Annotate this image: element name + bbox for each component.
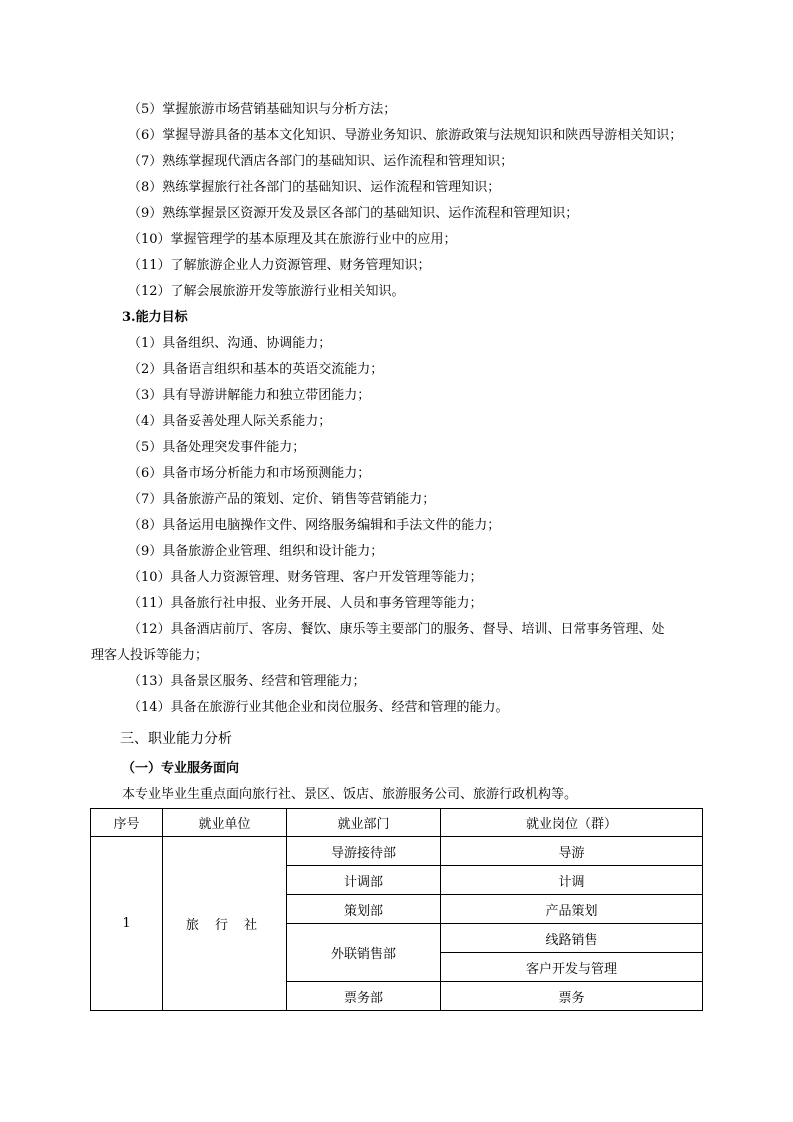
knowledge-item: （10）掌握管理学的基本原理及其在旅游行业中的应用； — [128, 232, 457, 247]
header-unit: 就业单位 — [163, 809, 287, 837]
ability-item: （4）具备妥善处理人际关系能力； — [128, 414, 332, 429]
ability-item: （6）具备市场分析能力和市场预测能力； — [128, 466, 371, 481]
ability-item-continuation: 理客人投诉等能力； — [91, 648, 209, 663]
knowledge-item: （9）熟练掌握景区资源开发及景区各部门的基础知识、运作流程和管理知识； — [128, 206, 579, 221]
ability-item: （1）具备组织、沟通、协调能力； — [128, 336, 332, 351]
employment-table — [90, 808, 703, 1011]
ability-item: （9）具备旅游企业管理、组织和设计能力； — [128, 544, 384, 559]
knowledge-item: （8）熟练掌握旅行社各部门的基础知识、运作流程和管理知识； — [128, 180, 501, 195]
ability-item: （10）具备人力资源管理、财务管理、客户开发管理等能力； — [128, 570, 483, 585]
ability-item: （5）具备处理突发事件能力； — [128, 440, 306, 455]
sub-heading: （一）专业服务面向 — [122, 761, 240, 776]
cell-dept: 票务部 — [287, 982, 441, 1011]
cell-post: 产品策划 — [441, 895, 703, 924]
ability-item: （14）具备在旅游行业其他企业和岗位服务、经营和管理的能力。 — [128, 700, 509, 715]
knowledge-item: （6）掌握导游具备的基本文化知识、导游业务知识、旅游政策与法规知识和陕西导游相关知识； — [128, 128, 683, 143]
ability-heading: 3.能力目标 — [122, 310, 188, 325]
cell-post: 客户开发与管理 — [441, 953, 703, 982]
ability-item: （3）具有导游讲解能力和独立带团能力； — [128, 388, 371, 403]
cell-dept: 导游接待部 — [287, 837, 441, 866]
cell-post: 线路销售 — [441, 924, 703, 953]
knowledge-item: （12）了解会展旅游开发等旅游行业相关知识。 — [128, 284, 405, 299]
cell-post: 票务 — [441, 982, 703, 1011]
knowledge-item: （11）了解旅游企业人力资源管理、财务管理知识； — [128, 258, 431, 273]
ability-item: （2）具备语言组织和基本的英语交流能力； — [128, 362, 384, 377]
cell-dept: 策划部 — [287, 895, 441, 924]
knowledge-item: （7）熟练掌握现代酒店各部门的基础知识、运作流程和管理知识； — [128, 154, 514, 169]
ability-item: （7）具备旅游产品的策划、定价、销售等营销能力； — [128, 492, 436, 507]
cell-post: 导游 — [441, 837, 703, 866]
ability-item: （11）具备旅行社申报、业务开展、人员和事务管理等能力； — [128, 596, 483, 611]
section-heading: 三、职业能力分析 — [120, 731, 232, 747]
cell-unit: 旅 行 社 — [163, 837, 287, 1011]
header-post: 就业岗位（群） — [441, 809, 703, 837]
header-dept: 就业部门 — [287, 809, 441, 837]
cell-post: 计调 — [441, 866, 703, 895]
cell-dept: 外联销售部 — [287, 924, 441, 982]
table-header-row — [91, 809, 703, 837]
ability-item: （8）具备运用电脑操作文件、网络服务编辑和手法文件的能力； — [128, 518, 501, 533]
ability-item: （13）具备景区服务、经营和管理能力； — [128, 674, 366, 689]
header-seq: 序号 — [91, 809, 163, 837]
cell-dept: 计调部 — [287, 866, 441, 895]
ability-item: （12）具备酒店前厅、客房、餐饮、康乐等主要部门的服务、督导、培训、日常事务管理、处 — [128, 622, 665, 637]
knowledge-item: （5）掌握旅游市场营销基础知识与分析方法； — [128, 102, 397, 117]
cell-seq: 1 — [91, 837, 163, 1011]
table-row — [91, 837, 703, 866]
intro-paragraph: 本专业毕业生重点面向旅行社、景区、饭店、旅游服务公司、旅游行政机构等。 — [122, 787, 578, 802]
